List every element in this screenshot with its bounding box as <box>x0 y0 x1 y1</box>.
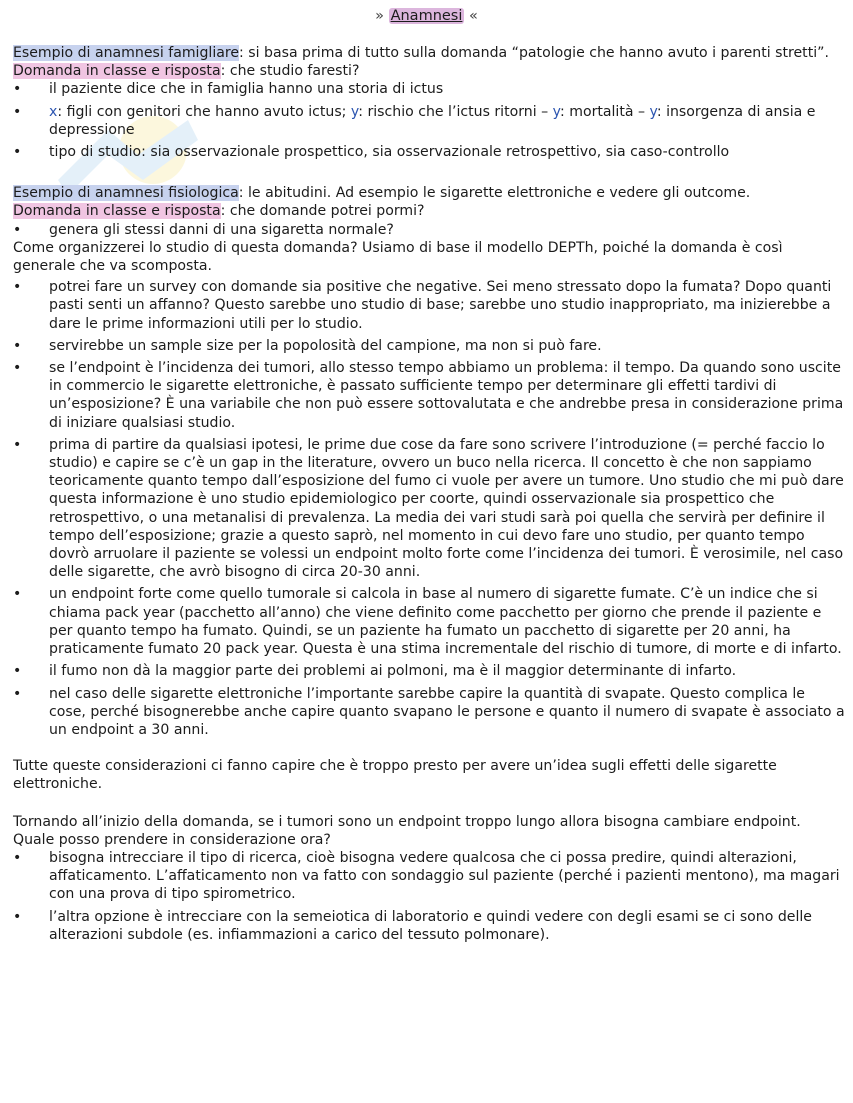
study-bullet-list <box>13 278 845 739</box>
question-label: Domanda in classe e risposta <box>13 63 221 80</box>
list-item <box>13 103 845 139</box>
endpoint-paragraph: Tornando all’inizio della domanda, se i tumori sono un endpoint troppo lungo allora bisogna cambiare endpoint. Quale posso prendere in considerazione ora? <box>13 813 801 848</box>
question-paragraph <box>13 202 845 220</box>
variable-y-text: : insorgenza di ansia e depressione <box>49 103 816 138</box>
question-text: : che domande potrei pormi? <box>220 203 425 220</box>
variable-y: y <box>649 103 657 120</box>
question-bullet-list <box>13 221 845 239</box>
variable-x-text: : figli con genitori che hanno avuto ictus; <box>57 103 351 120</box>
list-item: • bisogna intrecciare il tipo di ricerca, cioè bisogna vedere qualcosa che ci possa predire, quindi alterazioni, affaticamento. L’affaticamento non va fatto con sondaggio sul paziente (perché i pazienti mentono), ma magari con una prova di tipo spirometrico. <box>13 849 845 904</box>
question-paragraph <box>13 62 845 80</box>
physiological-anamnesis-text: : le abitudini. Ad esempio le sigarette elettroniche e vedere gli outcome. <box>238 185 751 202</box>
title-right-marker: « <box>469 8 478 24</box>
title-left-marker: » <box>375 8 384 24</box>
variable-x: x <box>49 103 58 120</box>
considerations-paragraph: Tutte queste considerazioni ci fanno capire che è troppo presto per avere un’idea sugli effetti delle sigarette elettroniche. <box>13 758 777 793</box>
depth-model-paragraph: Come organizzerei lo studio di questa domanda? Usiamo di base il modello DEPTh, poiché la domanda è così generale che va scomposta. <box>13 239 783 275</box>
variable-y: y <box>552 103 560 120</box>
physiological-anamnesis-label: Esempio di anamnesi fisiologica <box>13 185 239 202</box>
list-item: • l’altra opzione è intrecciare con la semeiotica di laboratorio e quindi vedere con degli esami se ci sono delle alterazioni subdole (es. infiammazioni a carico del tessuto polmonare). <box>13 908 845 944</box>
final-bullet-list <box>13 849 845 944</box>
variable-y-text: : mortalità – <box>559 103 650 120</box>
list-item: • se l’endpoint è l’incidenza dei tumori, allo stesso tempo abbiamo un problema: il tempo. Da quando sono uscite in commercio le sigarette elettroniche, è passato sufficiente tempo per determinare gli effetti tardivi di un’esposizione? È una variabile che non può essere sottovalutata e che andrebbe presa in considerazione prima di iniziare qualsiasi studio. <box>13 359 845 432</box>
family-bullet-list <box>13 80 845 161</box>
list-item: • un endpoint forte come quello tumorale si calcola in base al numero di sigarette fumate. C’è un indice che si chiama pack year (pacchetto all’anno) che viene definito come pacchetto per giorno che prende il paziente e per quanto tempo ha fumato. Quindi, se un paziente ha fumato un pacchetto di sigarette per 20 anni, ha praticamente fumato 20 pack year. Questa è una stima incrementale del rischio di tumore, di morte e di infarto. <box>13 585 845 658</box>
document-body <box>13 44 845 948</box>
family-anamnesis-text: : si basa prima di tutto sulla domanda “patologie che hanno avuto i parenti stretti”. <box>239 45 829 61</box>
list-item: • prima di partire da qualsiasi ipotesi, le prime due cose da fare sono scrivere l’introduzione (= perché faccio lo studio) e capire se c’è un gap in the literature, ovvero un buco nella ricerca. Il concetto è che non sappiamo teoricamente quanto tempo dall’esposizione del fumo ci vuole per avere un tumore. Uno studio che mi può dare questa informazione è uno studio epidemiologico per coorte, quindi osservazionale sia prospettico che retrospettivo, o una metanalisi di prevalenza. La media dei vari studi sarà poi quella che servirà per definire il tempo dell’esposizione; grazie a questo saprò, nel momento in cui devo fare uno studio, per quanto tempo dovrò arruolare il paziente se volessi un endpoint molto forte come l’incidenza dei tumori. È verosimile, nel caso delle sigarette, che avrò bisogno di circa 20-30 anni. <box>13 436 845 582</box>
list-item: • servirebbe un sample size per la popolosità del campione, ma non si può fare. <box>13 337 845 355</box>
page-title <box>0 6 853 26</box>
question-label: Domanda in classe e risposta <box>13 203 221 220</box>
physiological-anamnesis-paragraph <box>13 184 845 202</box>
list-item: • tipo di studio: sia osservazionale prospettico, sia osservazionale retrospettivo, sia caso-controllo <box>13 143 845 161</box>
list-item: • genera gli stessi danni di una sigaretta normale? <box>13 221 845 239</box>
variable-y: y <box>350 103 359 120</box>
list-item: • il fumo non dà la maggior parte dei problemi ai polmoni, ma è il maggior determinante di infarto. <box>13 662 845 680</box>
family-anamnesis-label: Esempio di anamnesi famigliare <box>13 45 240 61</box>
list-item: • nel caso delle sigarette elettroniche l’importante sarebbe capire la quantità di svapate. Questo complica le cose, perché bisognerebbe anche capire quanto svapano le persone e quanto il numero di svapate è associato a un endpoint a 30 anni. <box>13 685 845 740</box>
list-item: • il paziente dice che in famiglia hanno una storia di ictus <box>13 80 845 98</box>
title-text: Anamnesi <box>390 8 463 24</box>
family-anamnesis-paragraph <box>13 44 845 62</box>
variable-y-text: : rischio che l’ictus ritorni – <box>358 103 553 120</box>
question-text: : che studio faresti? <box>220 63 360 80</box>
list-item: • potrei fare un survey con domande sia positive che negative. Sei meno stressato dopo la fumata? Dopo quanti pasti senti un affanno? Questo sarebbe uno studio di base; sarebbe uno studio inappropriato, ma inizierebbe a dare le prime informazioni utili per lo studio. <box>13 278 845 333</box>
